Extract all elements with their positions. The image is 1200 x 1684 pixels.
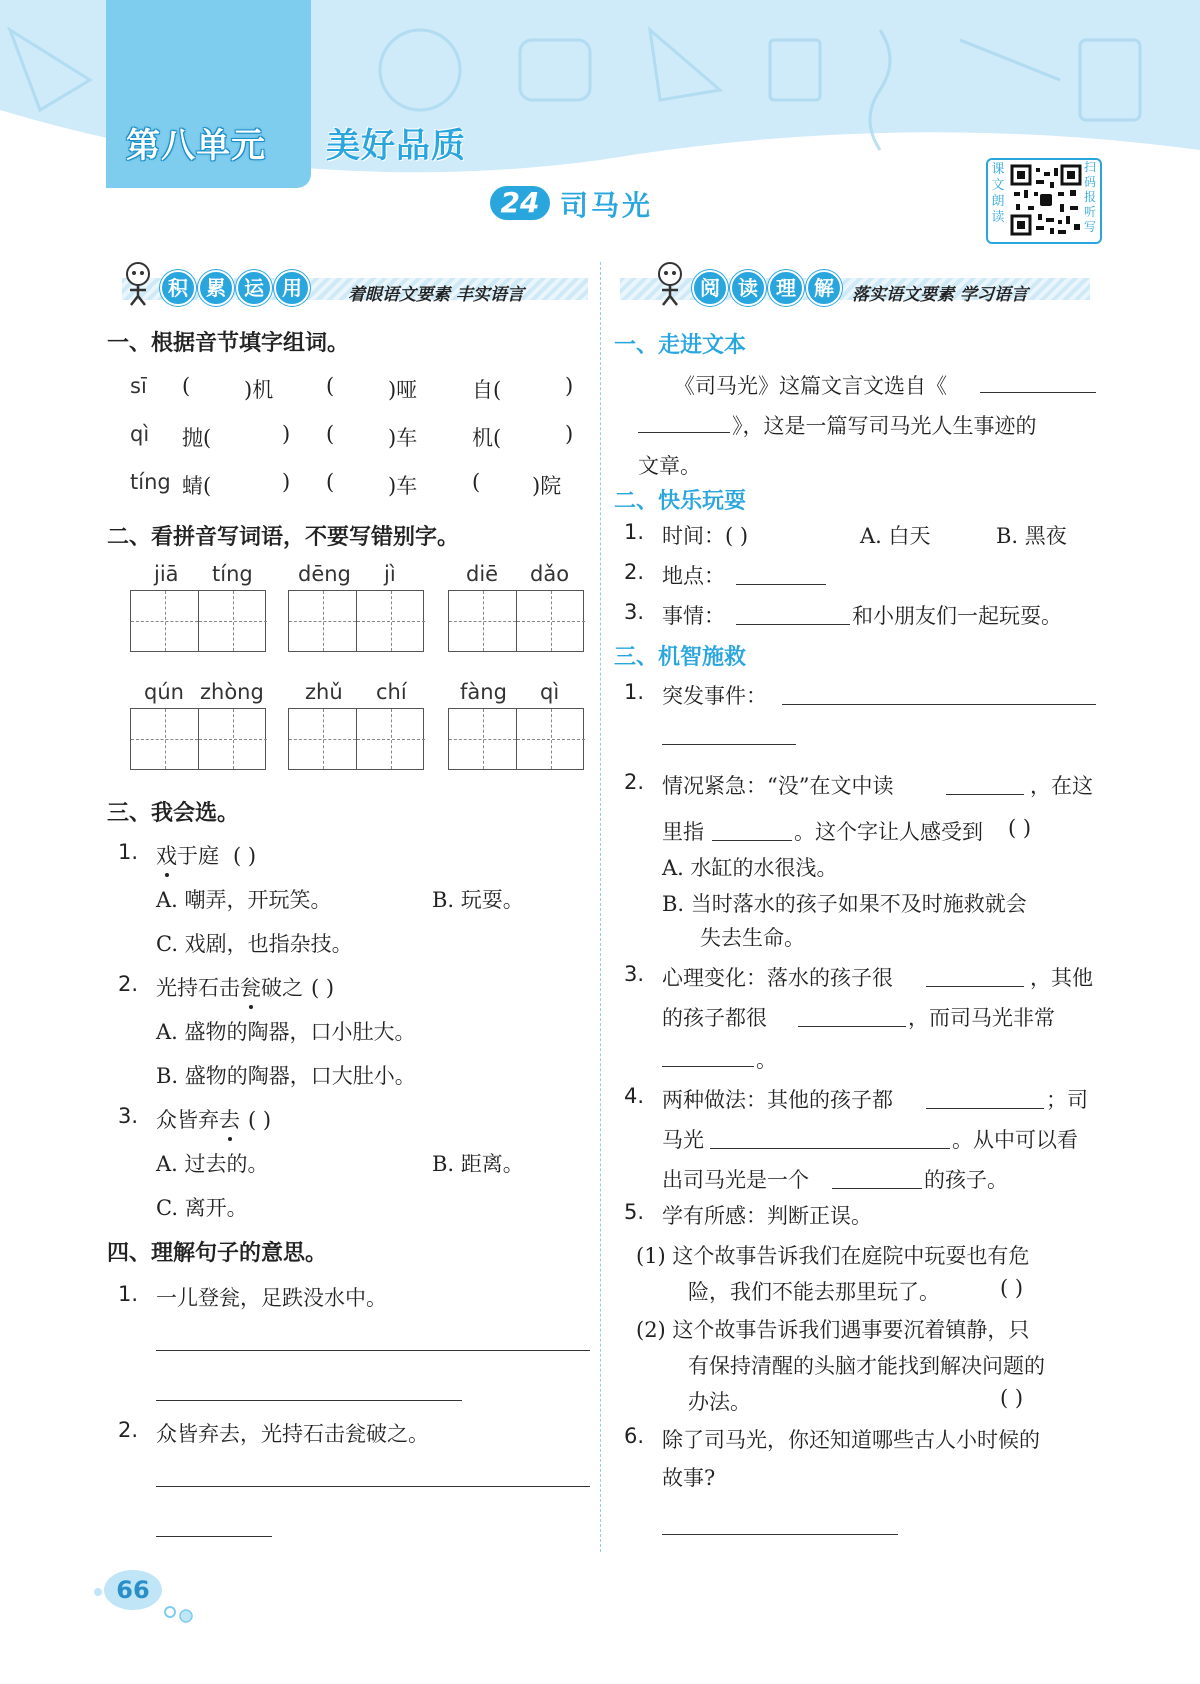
badge-char: 用: [274, 270, 310, 306]
reading-section-2-title: 二、快乐玩耍: [614, 489, 747, 514]
answer-line[interactable]: [156, 1350, 590, 1351]
option-b[interactable]: B. 盛物的陶器，口大肚小。: [156, 1064, 416, 1088]
blank-open: (: [326, 374, 335, 398]
question-text: ，其他: [1030, 966, 1093, 990]
blank-open: (: [326, 422, 335, 446]
answer-line[interactable]: [798, 1026, 906, 1027]
reading-section-3-title: 三、机智施救: [614, 645, 747, 670]
dotted-char: 戏: [156, 840, 177, 870]
question-text: 学有所感：判断正误。: [662, 1204, 872, 1228]
section-4-title: 四、理解句子的意思。: [107, 1241, 328, 1266]
text-line: 文章。: [638, 454, 701, 478]
answer-line[interactable]: [662, 744, 796, 745]
question-number: 2.: [118, 972, 139, 996]
question-text: 的孩子都很: [662, 1006, 767, 1030]
blank-word: )机: [244, 378, 274, 402]
question-number: 3.: [624, 962, 645, 986]
answer-line[interactable]: [980, 392, 1096, 393]
answer-line[interactable]: [662, 1534, 898, 1535]
blank-word: )院: [532, 474, 562, 498]
answer-line[interactable]: [946, 794, 1024, 795]
question-number: 4.: [624, 1084, 645, 1108]
section-3-title: 三、我会选。: [107, 801, 240, 826]
pinyin: dǎo: [530, 562, 570, 586]
option-a[interactable]: A. 嘲弄，开玩笑。: [156, 888, 332, 912]
text-line: 《司马光》这篇文言文选自《: [674, 374, 947, 398]
judgement-item-2-cont: 有保持清醒的头脑才能找到解决问题的: [688, 1354, 1045, 1378]
answer-paren: ( ): [311, 976, 335, 1000]
answer-line[interactable]: [156, 1486, 590, 1487]
answer-paren: ( ): [1008, 816, 1032, 840]
question-number: 1.: [118, 840, 139, 864]
question-text: 情况紧急：“没”在文中读: [662, 774, 894, 798]
pinyin: fàng: [460, 680, 507, 704]
blank-open: (: [182, 374, 191, 398]
writing-grid[interactable]: [130, 708, 266, 770]
option-c[interactable]: C. 戏剧，也指杂技。: [156, 932, 353, 956]
pinyin: qì: [540, 680, 560, 704]
option-b-cont: 失去生命。: [700, 926, 805, 950]
badge-char: 累: [198, 270, 234, 306]
left-banner-badges: [160, 270, 312, 306]
pinyin: diē: [466, 562, 499, 586]
blank-word: )哑: [388, 378, 418, 402]
pinyin: jiā: [154, 562, 179, 586]
page-number: 66: [104, 1570, 162, 1610]
right-banner-subtitle: 落实语文要素 学习语言: [852, 285, 1028, 305]
blank-close: ): [565, 374, 574, 398]
blank-close: ): [282, 422, 291, 446]
pinyin: qún: [144, 680, 184, 704]
option-b[interactable]: B. 黑夜: [996, 524, 1067, 548]
judgement-item-1: (1) 这个故事告诉我们在庭院中玩耍也有危: [636, 1244, 1030, 1268]
question-number: 2.: [624, 770, 645, 794]
right-section-banner: [620, 272, 1090, 304]
judgement-item-2: (2) 这个故事告诉我们遇事要沉着镇静，只: [636, 1318, 1030, 1342]
blank-open: (: [326, 470, 335, 494]
question-number: 5.: [624, 1200, 645, 1224]
badge-char: 解: [806, 270, 842, 306]
option-a[interactable]: A. 过去的。: [156, 1152, 269, 1176]
blank-close: ): [282, 470, 291, 494]
dotted-char: 去: [219, 1104, 240, 1134]
question-text: [156, 840, 256, 870]
question-text: 事情：: [662, 604, 725, 628]
question-text: ，而司马光非常: [908, 1006, 1055, 1030]
question-text: 出司马光是一个: [662, 1168, 809, 1192]
qr-code-icon: [1010, 164, 1082, 236]
question-text: 马光: [662, 1128, 704, 1152]
pinyin: zhòng: [200, 680, 264, 704]
answer-line[interactable]: [926, 986, 1024, 987]
answer-line[interactable]: [712, 840, 792, 841]
writing-grid[interactable]: [448, 590, 584, 652]
writing-grid[interactable]: [448, 708, 584, 770]
mascot-icon: [118, 260, 158, 306]
writing-grid[interactable]: [288, 590, 424, 652]
text: 众皆弃: [156, 1108, 219, 1132]
question-text: 的孩子。: [924, 1168, 1008, 1192]
blank-close: ): [565, 422, 574, 446]
blank-word: 蜻(: [182, 474, 212, 498]
question-text: 地点：: [662, 564, 725, 588]
text: 于庭: [177, 844, 219, 868]
badge-char: 阅: [692, 270, 728, 306]
question-number: 1.: [624, 520, 645, 544]
answer-line[interactable]: [736, 624, 850, 625]
question-text: 故事?: [662, 1466, 716, 1490]
question-text: ，在这: [1030, 774, 1093, 798]
mascot-icon: [650, 260, 690, 306]
dotted-char: 瓮: [240, 972, 261, 1002]
column-divider: [600, 262, 601, 1552]
answer-paren[interactable]: ( ): [1000, 1276, 1024, 1300]
question-text: 和小朋友们一起玩耍。: [852, 604, 1062, 628]
badge-char: 理: [768, 270, 804, 306]
answer-paren: ( ): [248, 1108, 272, 1132]
pinyin: zhǔ: [305, 680, 343, 704]
question-number: 3.: [118, 1104, 139, 1128]
answer-paren: ( ): [233, 844, 257, 868]
pinyin: qì: [130, 422, 150, 446]
judgement-item-2-cont: 办法。: [688, 1390, 751, 1414]
reading-section-1-title: 一、走进文本: [614, 333, 747, 358]
question-text: 除了司马光，你还知道哪些古人小时候的: [662, 1428, 1040, 1452]
blank-word: )车: [388, 426, 418, 450]
option-a[interactable]: A. 盛物的陶器，口小肚大。: [156, 1020, 416, 1044]
option-b[interactable]: B. 距离。: [432, 1152, 524, 1176]
question-number: 1.: [118, 1282, 139, 1306]
blank-word: 抛(: [182, 426, 212, 450]
question-text: 突发事件：: [662, 684, 767, 708]
unit-theme: 美好品质: [326, 126, 466, 166]
answer-line[interactable]: [156, 1400, 462, 1401]
qr-right-caption: 扫码报听写: [1083, 160, 1096, 234]
question-number: 3.: [624, 600, 645, 624]
option-a[interactable]: A. 白天: [860, 524, 931, 548]
left-section-banner: [122, 272, 588, 304]
right-banner-badges: [692, 270, 844, 306]
blank-open: (: [472, 470, 481, 494]
text: 光持石击: [156, 976, 240, 1000]
pinyin: dēng: [298, 562, 351, 586]
section-2-title: 二、看拼音写词语，不要写错别字。: [107, 525, 460, 550]
question-number: 2.: [624, 560, 645, 584]
option-b[interactable]: B. 玩耍。: [432, 888, 524, 912]
writing-grid[interactable]: [130, 590, 266, 652]
section-1-title: 一、根据音节填字组词。: [107, 331, 350, 356]
badge-char: 读: [730, 270, 766, 306]
answer-line[interactable]: [156, 1536, 272, 1537]
writing-grid[interactable]: [288, 708, 424, 770]
question-text: 一儿登瓮，足跌没水中。: [156, 1286, 387, 1310]
judgement-item-1-cont: 险，我们不能去那里玩了。: [688, 1280, 940, 1304]
pinyin: chí: [376, 680, 407, 704]
blank-word: 自(: [472, 378, 502, 402]
question-text: [156, 972, 334, 1002]
question-number: 1.: [624, 680, 645, 704]
lesson-number: 24: [490, 186, 550, 220]
question-text: 。这个字让人感受到: [794, 820, 983, 844]
pinyin: sī: [130, 374, 147, 398]
question-text: ；司: [1046, 1088, 1088, 1112]
answer-line[interactable]: [736, 584, 826, 585]
unit-label: 第八单元: [126, 126, 266, 166]
question-text: 心理变化：落水的孩子很: [662, 966, 893, 990]
qr-code-panel[interactable]: [986, 158, 1102, 244]
blank-word: )车: [388, 474, 418, 498]
answer-line[interactable]: [832, 1188, 922, 1189]
option-c[interactable]: C. 离开。: [156, 1196, 248, 1220]
badge-char: 积: [160, 270, 196, 306]
question-text: 两种做法：其他的孩子都: [662, 1088, 893, 1112]
text: 破之: [261, 976, 303, 1000]
pinyin: jì: [384, 562, 396, 586]
question-number: 2.: [118, 1418, 139, 1442]
pinyin: tíng: [212, 562, 253, 586]
question-text: 时间：( ): [662, 524, 749, 548]
answer-line[interactable]: [710, 1148, 950, 1149]
answer-line[interactable]: [662, 1066, 754, 1067]
answer-line[interactable]: [782, 704, 1096, 705]
answer-line[interactable]: [638, 432, 730, 433]
question-number: 6.: [624, 1424, 645, 1448]
pinyin: tíng: [130, 470, 171, 494]
bubbles-decoration: [92, 1578, 202, 1624]
answer-paren[interactable]: ( ): [1000, 1386, 1024, 1410]
answer-line[interactable]: [926, 1108, 1044, 1109]
text-line: 》，这是一篇写司马光人生事迹的: [732, 414, 1037, 438]
lesson-title: 司马光: [560, 189, 654, 222]
badge-char: 运: [236, 270, 272, 306]
question-text: 。从中可以看: [952, 1128, 1078, 1152]
option-a[interactable]: A. 水缸的水很浅。: [662, 856, 838, 880]
blank-word: 机(: [472, 426, 502, 450]
question-text: 众皆弃去，光持石击瓮破之。: [156, 1422, 429, 1446]
question-text: 里指: [662, 820, 704, 844]
qr-left-caption: 课文朗读: [991, 162, 1005, 225]
question-text: 。: [756, 1048, 777, 1072]
option-b[interactable]: B. 当时落水的孩子如果不及时施救就会: [662, 892, 1027, 916]
question-text: [156, 1104, 271, 1134]
left-banner-subtitle: 着眼语文要素 丰实语言: [348, 285, 524, 305]
